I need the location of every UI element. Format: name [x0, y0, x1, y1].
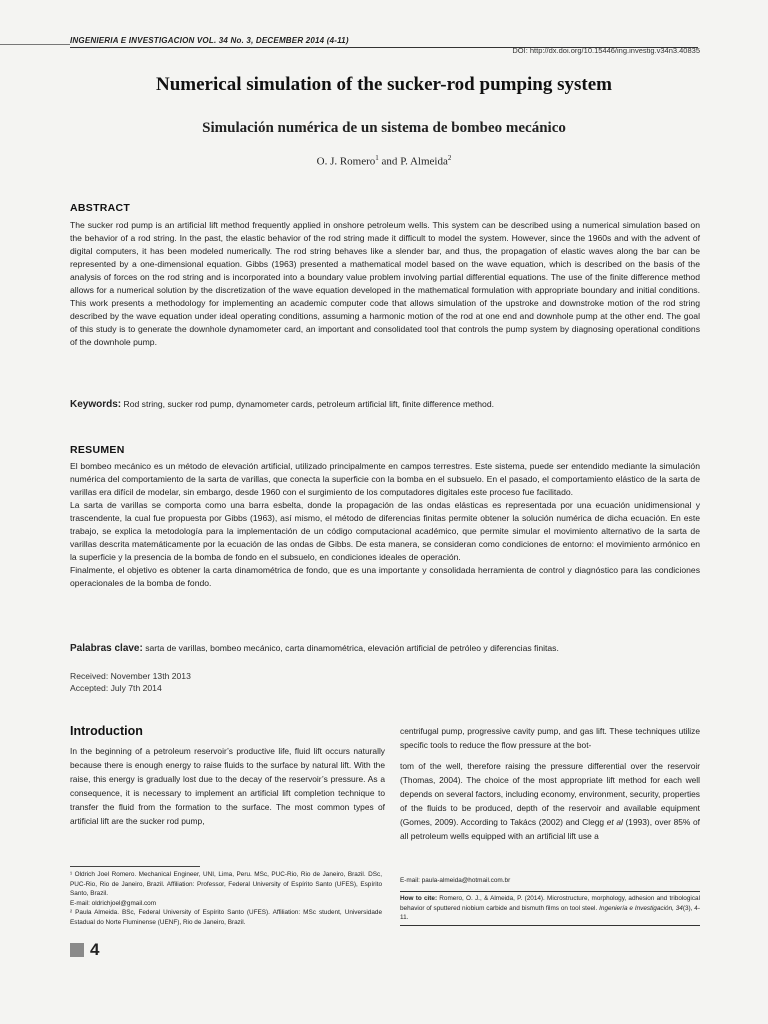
paper-title: Numerical simulation of the sucker-rod pumping system — [156, 74, 612, 95]
keywords-list: Rod string, sucker rod pump, dynamometer cards, petroleum artificial lift, finite difference method. — [121, 399, 495, 409]
how-to-cite-text: Romero, O. J., & Almeida, P. (2014). Microstructure, morphology, adhesion and tribological behavior of sputtered niobium carbide and bismuth films on tool steel. — [400, 895, 700, 912]
doi-link[interactable]: DOI: http://dx.doi.org/10.15446/ing.investig.v34n3.40835 — [512, 46, 700, 55]
resumen-paragraph-3: Finalmente, el objetivo es obtener la carta dinamométrica de fondo, que es una importante y consolidada herramienta de control y diagnóstico para las condiciones operacionales de la bomba de fondo. — [70, 565, 700, 588]
author-2: P. Almeida — [400, 155, 448, 168]
article-dates — [70, 670, 191, 694]
resumen-paragraph-2: La sarta de varillas se comporta como una barra esbelta, donde la propagación de las ondas elásticas es representada por una ecuación unidimensional y trascendente, la cual fue propuesta por Gibbs (1963), así mismo, el método de diferencias finitas permite obtener la solución numérica de dicha ecuación. En este trabajo, se explica la metodología para la implementación de un código computacional académico, que permite simular el movimiento alternativo de la sarta de varillas descrita matemáticamente por la ecuación de las ondas de Gibbs. De esta manera, se consideran como condiciones de entorno: el movimiento armónico en la superficie y la presencia de la bomba de fondo en el subsuelo, en condiciones ideales de operación. — [70, 500, 700, 562]
intro-right-main — [400, 759, 700, 843]
page-number-block — [70, 940, 99, 960]
introduction-heading: Introduction — [70, 724, 143, 738]
authors-and: and — [378, 155, 401, 168]
how-to-cite-box — [400, 891, 700, 926]
intro-right-etal: et al — [606, 817, 623, 827]
keywords-label: Keywords: — [70, 399, 122, 410]
footnotes-left — [70, 870, 382, 927]
how-to-cite-journal: Ingeniería e Investigación, 34 — [599, 904, 683, 912]
palabras-clave-list: sarta de varillas, bombeo mecánico, carta dinamométrica, elevación artificial de petróleo y diferencias finitas. — [142, 643, 559, 653]
accepted-date: Accepted: July 7th 2014 — [70, 683, 162, 693]
resumen-heading: RESUMEN — [70, 444, 125, 456]
page-square-icon — [70, 943, 84, 957]
abstract-text: The sucker rod pump is an artificial lift method frequently applied in onshore petroleum wells. This system can be described using a numerical simulation based on the behavior of a rod string. In the past, the elastic behavior of the rod string made it difficult to model the system. However, since the 1960s and with the advent of digital computers, it has been modeled numerically. The rod string behaves like a slender bar, and thus, the propagation of elastic waves along the bar can be represented by a one-dimensional equation. Gibbs (1963) presented a mathematical model based on the wave equation, which is described on the basis of the analysis of forces on the rod string and is incorporated into a boundary value problem involving partial differential equations. The use of the finite difference method allows for a numerical solution by the discretization of the wave equation developed in the mathematical formulation with appropriate boundary and initial conditions. This work presents a methodology for implementing an academic computer code that allows simulation of the upstroke and downstroke motion of the rod string described by the wave equation under ideal operating conditions, assuming a harmonic motion of the rod at one end and downhole pump at the other end. The goal of this study is to generate the downhole dynamometer card, an important and consolidated tool that controls the pump system by diagnosing operational conditions of the downhole pump. — [70, 220, 700, 347]
intro-right-text-a: tom of the well, therefore raising the pressure differential over the reservoir (Thomas, 2004). The choice of the most appropriate lift method for each well depends on several factors, including economy, environment, security, properties of the fluids to be produced, depth of the reservoir and available equipment (Gomes, 2009). According to Takács (2002) and Clegg — [400, 761, 700, 827]
author-1-affil: 1 — [375, 154, 379, 162]
intro-left-column: In the beginning of a petroleum reservoir’s productive life, fluid lift occurs naturally because there is enough energy to raise fluids to the surface by natural lift. With the raise, this energy is gradually lost due to the decay of the reservoir’s pressure. As a consequence, it is necessary to implement an artificial lift completion technique to transfer the fluid from the formation to the surface. The most common types of artificial lift are the sucker rod pump, — [70, 746, 385, 826]
author-1: O. J. Romero — [316, 155, 376, 168]
abstract-heading: ABSTRACT — [70, 202, 131, 214]
how-to-cite-label: How to cite: — [400, 895, 438, 902]
journal-header: INGENIERIA E INVESTIGACION VOL. 34 No. 3, DECEMBER 2014 (4-11) — [70, 36, 349, 45]
keywords — [70, 399, 700, 410]
header-rule — [0, 44, 70, 45]
intro-right-text-b: (1993), over 85% of all petroleum wells equipped with an artificial lift use a — [400, 817, 700, 841]
footnote-rule — [70, 866, 200, 867]
page-number: 4 — [90, 940, 100, 959]
footnote-2: ² Paula Almeida. BSc, Federal University of Espírito Santo (UFES). Affiliation: MSc student, Universidade Estadual do Norte Fluminense (UENF), Rio de Janeiro, Brazil. — [70, 909, 382, 926]
how-to-cite-end: (3), 4-11. — [400, 904, 700, 921]
footnote-2-email: E-mail: paula-almeida@hotmail.com.br — [400, 877, 511, 884]
author-2-affil: 2 — [447, 154, 452, 162]
resumen-paragraph-1: El bombeo mecánico es un método de elevación artificial, utilizado principalmente en campos terrestres. Este sistema, puede ser entendido mediante la simulación numérica del comportamiento de la sarta de varillas, que conecta la superficie con la bomba en el subsuelo. En el pasado, el comportamiento elástico de la sarta de varillas era difícil de modelar, sin embargo, desde 1960 con el surgimiento de los computadores digitales este proceso fue facilitado. — [70, 461, 700, 497]
paper-subtitle: Simulación numérica de un sistema de bombeo mecánico — [202, 120, 566, 136]
authors — [0, 154, 768, 168]
intro-right-top: centrifugal pump, progressive cavity pump, and gas lift. These techniques utilize specific tools to reduce the flow pressure at the bot- — [400, 726, 700, 750]
footnote-1: ¹ Oldrich Joel Romero. Mechanical Engineer, UNI, Lima, Peru. MSc, PUC-Rio, Rio de Janeiro, Brazil. DSc, PUC-Rio, Rio de Janeiro, Brazil. Affiliation: Professor, Federal University of Espírito Santo (UFES), Espírito Santo, Brazil. — [70, 871, 382, 897]
received-date: Received: November 13th 2013 — [70, 671, 191, 681]
palabras-clave-label: Palabras clave: — [70, 643, 143, 654]
palabras-clave — [70, 643, 700, 654]
footnote-1-email: E-mail: oldrichjoel@gmail.com — [70, 899, 157, 907]
resumen-body — [70, 460, 700, 590]
